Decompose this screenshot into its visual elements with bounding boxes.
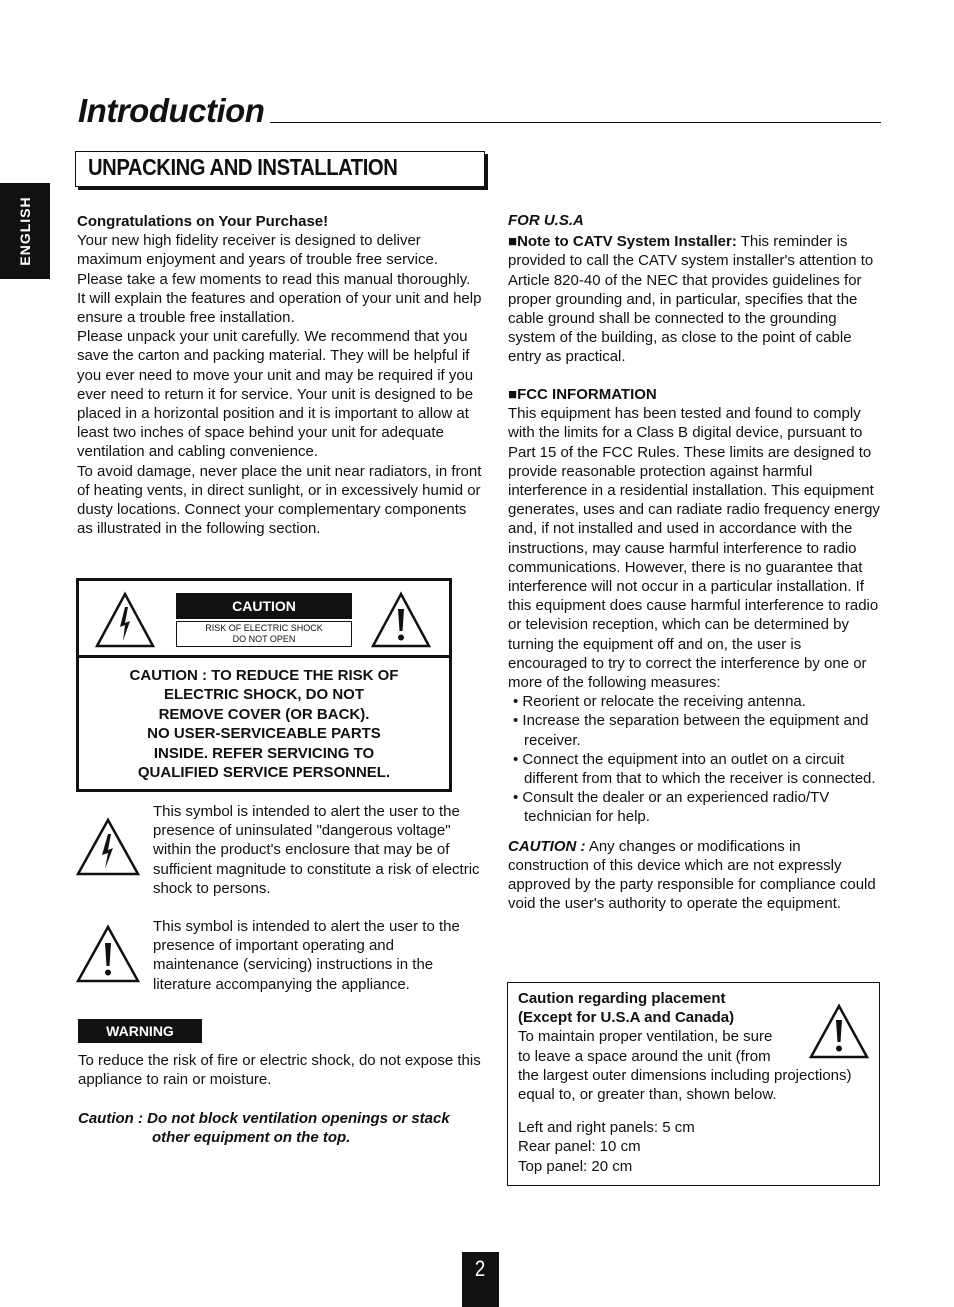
placement-heading-2: (Except for U.S.A and Canada) [518,1009,735,1027]
caution-box [76,578,452,792]
lightning-symbol-text: This symbol is intended to alert the user to the presence of uninsulated "dangerous voltage" within the product's enclosure that may be of sufficient magnitude to constitute a risk of electric shock to persons. [153,803,480,897]
language-tab-label: ENGLISH [17,196,33,266]
caution-label: CAUTION [176,593,352,619]
square-bullet-icon: ■ [508,233,518,251]
caution-sub-label [176,621,352,647]
caution-line: NO USER-SERVICEABLE PARTS [147,725,381,743]
warning-label: WARNING [78,1019,202,1043]
caution-line: ELECTRIC SHOCK, DO NOT [163,686,364,704]
catv-note [508,232,883,366]
exclamation-warning-icon [370,591,432,649]
clearance-item: Rear panel: 10 cm [518,1138,641,1156]
fcc-section [508,385,883,913]
fcc-heading-row [508,385,883,404]
ventilation-caution-note [78,1109,484,1147]
placement-line-3: the largest outer dimensions including projections) equal to, or greater than, shown below. [518,1066,852,1104]
square-bullet-icon: ■ [508,386,518,403]
usa-section [508,211,883,367]
language-tab [0,183,50,279]
caution-box-header [79,581,449,658]
fcc-caution [508,837,883,914]
intro-text [77,212,482,538]
congrats-heading: Congratulations on Your Purchase! [77,213,329,230]
placement-heading-1: Caution regarding placement [518,990,726,1007]
intro-paragraph-2: Please unpack your unit carefully. We recommend that you save the carton and packing material. They will be helpful if you ever need to move your unit and may be required if you ever need to return it for service. Your unit is designed to be placed in a horizontal position and it is important to allow at least two inches of space behind your unit for adequate ventilation and cabling convenience. [77,328,474,461]
catv-text: This reminder is provided to call the CATV system installer's attention to Article 820-40 of the NEC that provides guidelines for proper grounding and, in particular, specifies that the cable ground shall be connected to the grounding system of the building, as close to the point of cable entry as practical. [508,233,874,366]
page-title: Introduction [78,92,265,129]
warning-text: To reduce the risk of fire or electric shock, do not expose this appliance to rain or moisture. [78,1052,481,1089]
exclamation-warning-icon [808,1003,870,1060]
caution-line: REMOVE COVER (OR BACK). [158,705,370,723]
fcc-caution-text: Any changes or modifications in construction of this device which are not expressly approved by the party responsible for compliance could void the user's authority to operate the equipment. [508,837,876,913]
caution-line: QUALIFIED SERVICE PERSONNEL. [137,764,391,782]
fcc-caution-label: CAUTION : [508,837,586,855]
lightning-symbol-icon [75,817,141,877]
section-heading: UNPACKING AND INSTALLATION [88,154,398,180]
exclamation-symbol-text: This symbol is intended to alert the user to the presence of important operating and maintenance (servicing) instructions in the literature accompanying the appliance. [153,918,460,993]
catv-heading: Note to CATV System Installer: [517,233,737,251]
caution-sub-line-2: DO NOT OPEN [232,634,296,644]
placement-caution-box [507,982,880,1186]
lightning-warning-icon [94,591,156,649]
ventilation-caution-line-2: other equipment on the top. [152,1129,351,1147]
caution-sub-line-1: RISK OF ELECTRIC SHOCK [205,623,323,633]
intro-paragraph-3: To avoid damage, never place the unit near radiators, in front of heating vents, in direct sunlight, or in excessively humid or dusty locations. Connect your complementary components as illustrated in the following section. [77,462,482,538]
caution-line: INSIDE. REFER SERVICING TO [153,744,375,762]
list-item: • Reorient or relocate the receiving antenna. [513,693,806,711]
clearance-item: Top panel: 20 cm [518,1157,633,1175]
caution-box-text [79,666,449,782]
usa-heading: FOR U.S.A [508,212,584,229]
ventilation-caution-line-1: Caution : Do not block ventilation openings or stack [78,1110,450,1127]
fcc-heading: FCC INFORMATION [517,386,657,403]
page-number: 2 [462,1252,499,1307]
fcc-text: This equipment has been tested and found to comply with the limits for a Class B digital device, pursuant to Part 15 of the FCC Rules. These limits are designed to provide reasonable protection against harmful interference in a residential installation. This equipment generates, uses and can radiate radio frequency energy and, if not installed and used in accordance with the instructions, may cause harmful interference to radio communications. However, there is no guarantee that interference will not occur in a particular installation. If this equipment does cause harmful interference to radio or television reception, which can be determined by turning the equipment off and on, the user is encouraged to try to correct the interference by one or more of the following measures: [508,405,880,692]
intro-paragraph-1: Your new high fidelity receiver is designed to deliver maximum enjoyment and years of trouble free service. Please take a few moments to read this manual thoroughly. It will explain the features and operation of your unit and help ensure a trouble free installation. [77,232,482,327]
list-item: • Consult the dealer or an experienced radio/TV technician for help. [513,789,830,826]
placement-line-2: to leave a space around the unit (from [518,1047,771,1065]
section-heading-box [75,151,485,187]
clearance-item: Left and right panels: 5 cm [518,1119,695,1137]
caution-line: CAUTION : TO REDUCE THE RISK OF [129,667,399,684]
list-item: • Increase the separation between the equipment and receiver. [513,712,869,749]
placement-line-1: To maintain proper ventilation, be sure [518,1028,773,1046]
exclamation-symbol-icon [75,924,141,984]
list-item: • Connect the equipment into an outlet on a circuit different from that to which the receiver is connected. [513,750,876,788]
title-rule [270,122,881,123]
